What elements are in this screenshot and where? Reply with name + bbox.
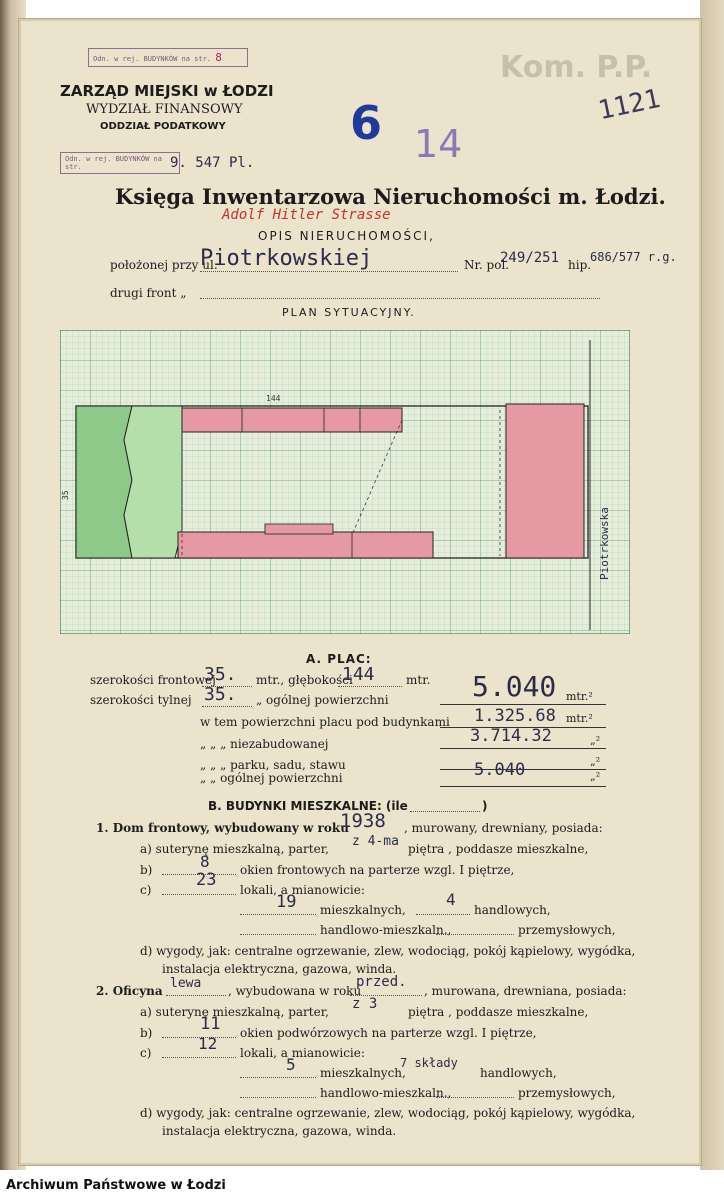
registry-stamp-mid: Odn. w rej. BUDYNKÓW na str. [60,152,180,174]
item2-residential-value: 5 [286,1055,296,1074]
located-label: położonej przy ul. [110,258,218,272]
office-section: ODDZIAŁ PODATKOWY [100,121,226,132]
office-name: ZARZĄD MIEJSKI w ŁODZI [60,82,274,100]
measure-top: 144 [266,394,281,403]
built-area-unit: mtr.² [566,712,593,725]
building-rear-north [182,408,402,432]
item2-c-text: lokali, a mianowicie: [240,1046,365,1060]
item1-c-label: c) [140,883,152,897]
total-area-label: „ ogólnej powierzchni [256,693,389,707]
item2-label: 2. Oficyna [96,984,163,998]
nr-pol-label: Nr. pol. [464,258,510,272]
depth-unit: mtr. [406,673,431,687]
building-annex [265,524,333,534]
item1-c-line [162,894,236,895]
corner-number: 1121 [595,83,664,127]
item1-industrial-text: przemysłowych, [518,923,616,937]
site-plan [60,330,630,634]
item2-shop-text: handlowych, [480,1066,557,1080]
item1-a-text: a) suterynę mieszkalną, parter, [140,842,329,856]
green-area-garden [124,406,182,558]
item1-shopres-line [240,934,316,935]
street-label: Piotrkowska [598,507,611,580]
item1-shopres-text: handlowo-mieszkaln., [320,923,452,937]
office-department: WYDZIAŁ FINANSOWY [86,102,243,117]
item2-b-label: b) [140,1026,153,1040]
item2-residential-line [240,1077,316,1078]
item2-rest: , murowana, drewniana, posiada: [424,984,627,998]
item2-c-value: 12 [198,1034,218,1053]
item1-b-text: okien frontowych na parterze wzgl. I piętrze, [240,863,515,877]
item1-d-text: d) wygody, jak: centralne ogrzewanie, zlew, wodociąg, pokój kąpielowy, wygódka, [140,944,636,958]
building-side-south [178,532,433,558]
item1-shop-value: 4 [446,890,456,909]
rear-width-value: 35. [204,684,237,705]
front-width-value: 35. [204,664,237,685]
item2-mid: , wybudowana w roku [228,984,362,998]
park-area-label: „ „ „ parku, sadu, stawu [200,758,346,772]
item2-a-text: a) suterynę mieszkalną, parter, [140,1005,329,1019]
overall-area-value: 5.040 [474,760,526,780]
item2-a-value: z 3 [352,996,378,1012]
archive-name: Archiwum Państwowe w Łodzi [6,1178,226,1193]
front-width-label: szerokości frontowej [90,673,216,687]
rear-width-line [202,706,252,707]
street-line [200,271,458,272]
rear-width-label: szerokości tylnej [90,693,192,707]
blue-number-mark: 6 [350,96,383,150]
second-front-line [200,298,600,299]
item1-shop-text: handlowych, [474,903,551,917]
archive-footer [0,1170,724,1204]
item2-industrial-line [436,1097,514,1098]
unbuilt-area-value: 3.714.32 [470,726,552,746]
item1-residential-value: 19 [276,892,297,912]
overall-area-line [440,786,606,787]
item1-rest: , murowany, drewniany, posiada: [404,821,603,835]
registry-stamp-top: Odn. w rej. BUDYNKÓW na str. 8 [88,48,248,67]
item1-c-value: 23 [196,870,217,890]
item2-year: przed. [356,974,407,990]
residential-count-line [410,811,480,812]
measure-left: 35 [61,490,70,500]
red-annotation: Adolf Hitler Strasse [222,207,391,223]
park-area-unit: „² [590,755,601,768]
item1-a-value: z 4-ma [352,834,399,849]
item1-shop-line [416,914,470,915]
plac-heading: A. PLAC: [306,652,372,666]
built-area-value: 1.325.68 [474,706,556,726]
total-area-line [440,704,606,705]
depth-line [338,686,402,687]
item1-b-value: 8 [200,852,210,871]
second-front-label: drugi front „ [110,286,187,300]
item2-shopres-text: handlowo-mieszkaln., [320,1086,452,1100]
document-subtitle: OPIS NIERUCHOMOŚCI, [258,229,435,243]
item2-d-text2: instalacja elektryczna, gazowa, winda. [162,1124,397,1138]
item1-d-text2: instalacja elektryczna, gazowa, winda. [162,962,397,976]
page-edge [700,0,724,1175]
item2-c-line [162,1057,236,1058]
item2-residential-text: mieszkalnych, [320,1066,406,1080]
item1-residential-text: mieszkalnych, [320,903,406,917]
registry-stamp-mid-value: 9. 547 Pl. [170,155,255,171]
faded-stamp: Kom. P.P. [500,50,653,85]
residential-heading-end: ) [482,799,488,813]
item1-label: 1. Dom frontowy, wybudowany w roku [96,821,349,835]
plan-title: PLAN SYTUACYJNY. [282,306,416,319]
nr-pol-value: 249/251 [500,250,560,266]
document-title: Księga Inwentarzowa Nieruchomości m. Łodzi. [115,184,666,209]
item1-residential-line [240,914,316,915]
depth-value: 144 [342,664,375,685]
violet-number-mark: 14 [414,122,463,166]
item2-b-text: okien podwórzowych na parterze wzgl. I piętrze, [240,1026,537,1040]
overall-area-label: „ „ ogólnej powierzchni [200,771,343,785]
total-area-unit: mtr.² [566,690,593,703]
item1-b-label: b) [140,863,153,877]
hip-label: hip. [568,258,592,272]
unbuilt-area-line [440,748,606,749]
unbuilt-area-label: „ „ „ niezabudowanej [200,737,329,751]
green-area-front [76,406,132,558]
depth-label: mtr., głębokości [256,673,353,687]
built-area-label: w tem powierzchni placu pod budynkami [200,715,450,729]
item2-shopres-line [240,1097,316,1098]
item2-a-rest: piętra , poddasze mieszkalne, [408,1005,589,1019]
item2-d-text: d) wygody, jak: centralne ogrzewanie, zlew, wodociąg, pokój kąpielowy, wygódka, [140,1106,636,1120]
street-name: Piotrkowskiej [200,246,373,271]
hip-value: 686/577 r.g. [590,250,677,264]
building-front-street [506,404,584,558]
unbuilt-area-unit: „² [590,734,601,747]
item1-a-rest: piętra , poddasze mieszkalne, [408,842,589,856]
total-area-value: 5.040 [472,670,557,703]
item2-c-label: c) [140,1046,152,1060]
item2-shop-value: 7 składy [400,1056,458,1070]
item2-side-line [166,995,226,996]
item2-side: lewa [170,976,202,991]
item2-b-value: 11 [200,1014,221,1034]
item1-c-text: lokali, a mianowicie: [240,883,365,897]
item2-industrial-text: przemysłowych, [518,1086,616,1100]
overall-area-unit: „² [590,770,601,783]
item1-year: 1938 [340,810,386,832]
residential-heading: B. BUDYNKI MIESZKALNE: (ile [208,799,408,813]
item1-industrial-line [436,934,514,935]
